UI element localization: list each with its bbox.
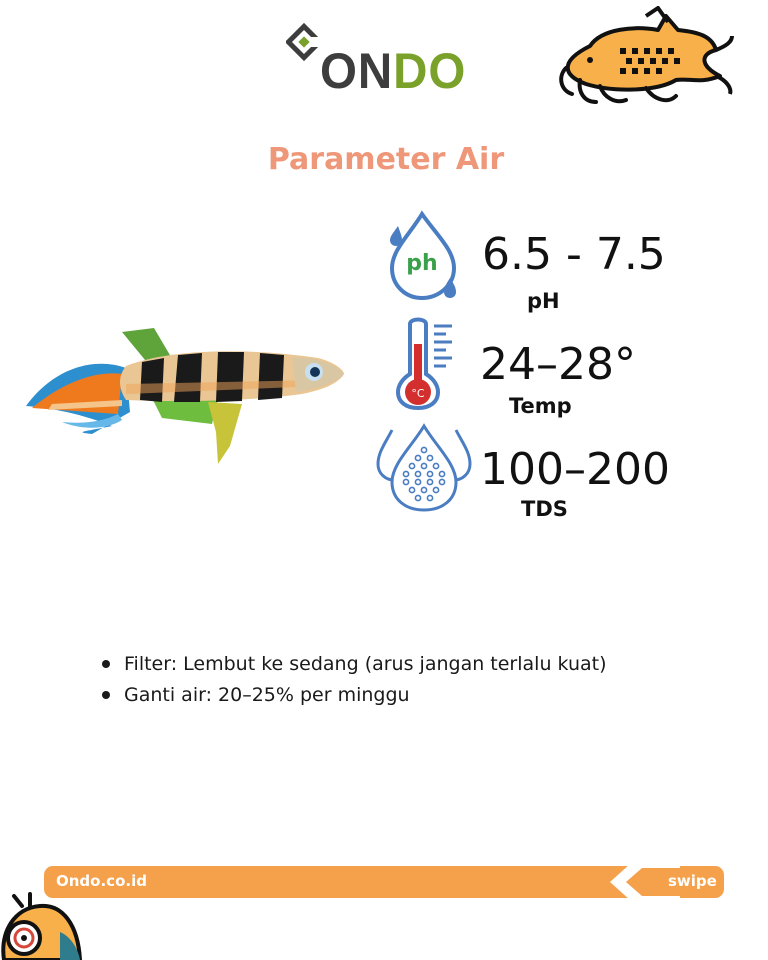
temp-label: Temp xyxy=(509,394,572,418)
list-item: Ganti air: 20–25% per minggu xyxy=(100,683,607,714)
list-item: Filter: Lembut ke sedang (arus jangan terlalu kuat) xyxy=(100,652,607,683)
svg-text:ph: ph xyxy=(406,251,438,276)
swipe-button[interactable]: swipe xyxy=(668,872,717,890)
catfish-mascot-icon xyxy=(550,6,734,110)
notes-list xyxy=(100,652,607,714)
ph-droplet-icon xyxy=(384,208,464,302)
tds-label: TDS xyxy=(521,497,568,521)
thermometer-icon xyxy=(392,314,458,412)
footer-site-link[interactable]: Ondo.co.id xyxy=(56,872,147,890)
bullet-icon xyxy=(102,691,110,699)
tds-droplet-icon xyxy=(376,422,472,514)
page-title: Parameter Air xyxy=(267,142,505,177)
ph-value: 6.5 - 7.5 xyxy=(482,229,666,280)
logo-text: ONDO xyxy=(320,43,467,99)
svg-text:°C: °C xyxy=(411,387,425,400)
tds-value: 100–200 xyxy=(480,444,670,495)
temp-value: 24–28° xyxy=(480,339,636,390)
mascot-icon xyxy=(0,892,82,960)
ph-label: pH xyxy=(527,289,560,313)
killifish-image xyxy=(22,322,348,472)
brand-logo xyxy=(286,22,486,102)
bullet-icon xyxy=(102,660,110,668)
